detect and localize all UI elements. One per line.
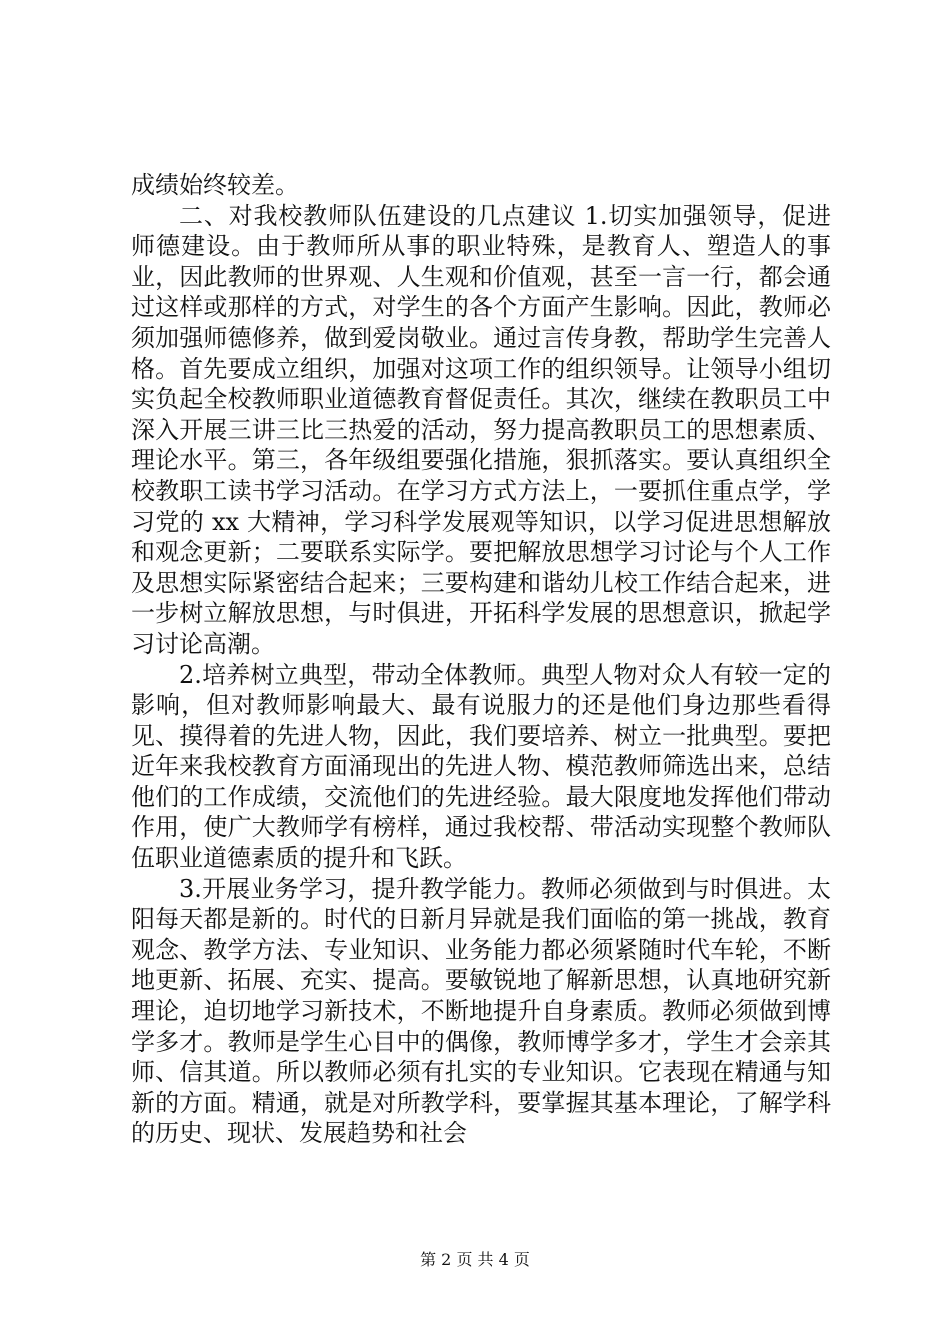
paragraph-suggestions: 二、对我校教师队伍建设的几点建议 1.切实加强领导，促进师德建设。由于教师所从事的职业特殊，是教育人、塑造人的事业，因此教师的世界观、人生观和价值观，甚至一言一行，都会通过这样或那样的方式，对学生的各个方面产生影响。因此，教师必须加强师德修养，做到爱岗敬业。通过言传身教，帮助学生完善人格。首先要成立组织，加强对这项工作的组织领导。让领导小组切实负起全校教师职业道德教育督促责任。其次，继续在教职员工中深入开展三讲三比三热爱的活动，努力提高教职员工的思想素质、理论水平。第三，各年级组要强化措施，狠抓落实。要认真组织全校教职工读书学习活动。在学习方式方法上，一要抓住重点学，学习党的 xx 大精神，学习科学发展观等知识，以学习促进思想解放和观念更新；二要联系实际学。要把解放思想学习讨论与个人工作及思想实际紧密结合起来；三要构建和谐幼儿校工作结合起来，进一步树立解放思想，与时俱进，开拓科学发展的思想意识，掀起学习讨论高潮。	[131, 201, 831, 658]
paragraph-role-models: 2.培养树立典型，带动全体教师。典型人物对众人有较一定的影响，但对教师影响最大、最有说服力的还是他们身边那些看得见、摸得着的先进人物，因此，我们要培养、树立一批典型。要把近年来我校教育方面涌现出的先进人物、模范教师筛选出来，总结他们的工作成绩，交流他们的先进经验。最大限度地发挥他们带动作用，使广大教师学有榜样，通过我校帮、带活动实现整个教师队伍职业道德素质的提升和飞跃。	[131, 660, 831, 873]
page-footer: 第 2 页 共 4 页	[420, 1250, 530, 1269]
document-body	[131, 170, 831, 1149]
paragraph-professional-study: 3.开展业务学习，提升教学能力。教师必须做到与时俱进。太阳每天都是新的。时代的日新月异就是我们面临的第一挑战，教育观念、教学方法、专业知识、业务能力都必须紧随时代车轮，不断地更新、拓展、充实、提高。要敏锐地了解新思想，认真地研究新理论，迫切地学习新技术，不断地提升自身素质。教师必须做到博学多才。教师是学生心目中的偶像，教师博学多才，学生才会亲其师、信其道。所以教师必须有扎实的专业知识。它表现在精通与知新的方面。精通，就是对所教学科，要掌握其基本理论，了解学科的历史、现状、发展趋势和社会	[131, 874, 831, 1148]
paragraph-continuation: 成绩始终较差。	[131, 171, 299, 199]
